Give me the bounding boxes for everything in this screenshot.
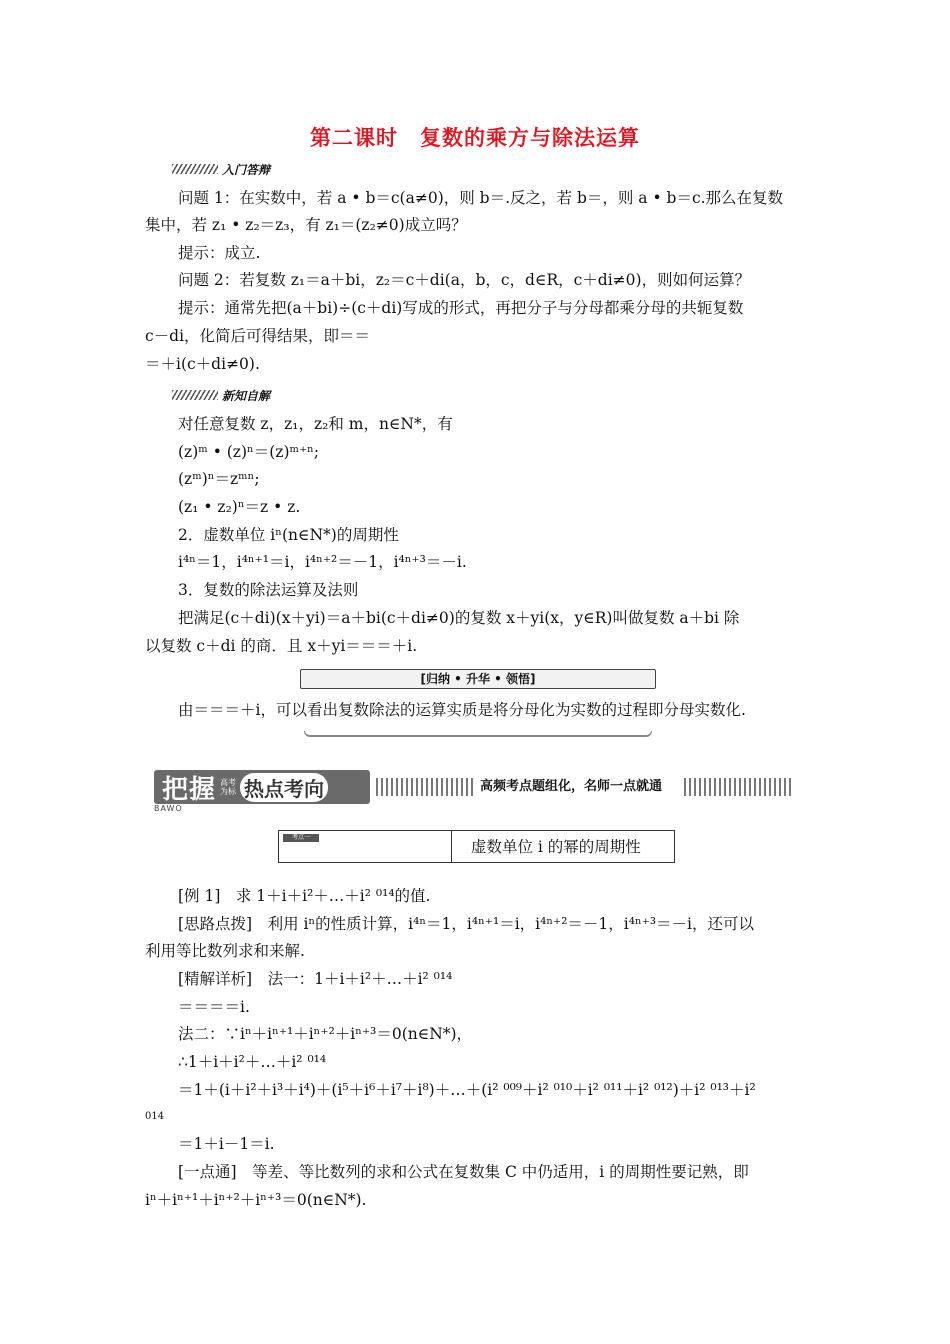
section-banner [154,770,794,813]
topic-tag: 考点一 [283,834,319,842]
text-line: 对任意复数 z，z₁，z₂和 m，n∈N*，有 [178,415,453,433]
topic-table-left-cell [279,831,452,862]
hatch-decoration [172,390,218,400]
banner-slogan: 高频考点题组化，名师一点就通 [480,779,663,794]
section-header-intro [172,160,270,178]
banner-sub-text: 高考为标 [220,778,237,796]
text-line: 以复数 c＋di 的商．且 x＋yi＝＝＝＋i. [145,637,418,655]
text-line: iⁿ＋iⁿ⁺¹＋iⁿ⁺²＋iⁿ⁺³＝0(n∈N*). [145,1191,367,1209]
section-label: 入门答辩 [222,162,271,177]
topic-table [278,830,675,863]
text-line: 问题 1：在实数中，若 a • b＝c(a≠0)，则 b＝.反之，若 b＝，则 a • b＝c.那么在复数 [178,189,784,207]
text-line: ＝1＋(i＋i²＋i³＋i⁴)＋(i⁵＋i⁶＋i⁷＋i⁸)＋…＋(i² ⁰⁰⁹＋i² ⁰¹⁰＋i² ⁰¹¹＋i² ⁰¹²)＋i² ⁰¹³＋i² [178,1081,756,1099]
summary-box-title: [归纳 • 升华 • 领悟] [300,669,656,689]
text-line: 法二：∵iⁿ＋iⁿ⁺¹＋iⁿ⁺²＋iⁿ⁺³＝0(n∈N*)， [178,1025,473,1043]
topic-title: 虚数单位 i 的幂的周期性 [471,838,641,856]
text-line: [例 1] 求 1＋i＋i²＋…＋i² ⁰¹⁴的值. [178,887,431,905]
text-line: [一点通] 等差、等比数列的求和公式在复数集 C 中仍适用，i 的周期性要记熟，即 [178,1163,749,1181]
text-line-wrap: 014 [145,1111,165,1122]
text-line: 利用等比数列求和来解. [145,942,305,960]
banner-main-text: 把握 [162,774,217,805]
text-line: 提示：成立. [178,244,261,262]
summary-box-bracket [304,731,652,737]
text-line: 2．虚数单位 iⁿ(n∈N*)的周期性 [178,526,399,544]
banner-pinyin: BAWO [154,804,183,813]
text-line: (z)ᵐ • (z)ⁿ＝(z)ᵐ⁺ⁿ; [178,443,320,461]
text-line: ＝＝＝＝i. [178,998,250,1016]
text-line: 集中，若 z₁ • z₂＝z₃，有 z₁＝(z₂≠0)成立吗？ [145,216,467,234]
text-line: [精解详析] 法一：1＋i＋i²＋…＋i² ⁰¹⁴ [178,970,453,988]
text-line: (zᵐ)ⁿ＝zᵐⁿ; [178,470,260,488]
section-header-new [172,386,270,404]
text-line: [思路点拨] 利用 iⁿ的性质计算，i⁴ⁿ＝1，i⁴ⁿ⁺¹＝i，i⁴ⁿ⁺²＝－1，i⁴ⁿ⁺³＝－i，还可以 [178,915,755,933]
hatch-decoration [172,164,218,174]
text-line: ＝＋i(c＋di≠0). [145,355,260,373]
text-line: ＝1＋i－1＝i. [178,1135,275,1153]
text-line: ∴1＋i＋i²＋…＋i² ⁰¹⁴ [178,1053,327,1071]
banner-stripe [376,778,474,796]
banner-hot-text: 热点考向 [240,773,328,802]
text-line: i⁴ⁿ＝1，i⁴ⁿ⁺¹＝i，i⁴ⁿ⁺²＝－1，i⁴ⁿ⁺³＝－i. [178,553,467,571]
text-line: c－di，化简后可得结果，即＝＝ [145,327,371,345]
text-line: (z₁ • z₂)ⁿ＝z • z. [178,498,301,516]
text-line: 提示：通常先把(a＋bi)÷(c＋di)写成的形式，再把分子与分母都乘分母的共轭复数 [178,299,744,317]
text-line: 问题 2：若复数 z₁＝a＋bi，z₂＝c＋di(a，b，c，d∈R，c＋di≠0)，则如何运算？ [178,271,751,289]
section-label: 新知自解 [222,388,271,403]
banner-stripe [684,778,794,796]
banner-logo [154,770,370,804]
text-line: 3．复数的除法运算及法则 [178,581,359,599]
text-line: 把满足(c＋di)(x＋yi)＝a＋bi(c＋di≠0)的复数 x＋yi(x，y∈R)叫做复数 a＋bi 除 [178,609,740,627]
summary-text: 由＝＝＝＋i，可以看出复数除法的运算实质是将分母化为实数的过程即分母实数化. [178,701,746,719]
page-title: 第二课时 复数的乘方与除法运算 [310,126,640,150]
